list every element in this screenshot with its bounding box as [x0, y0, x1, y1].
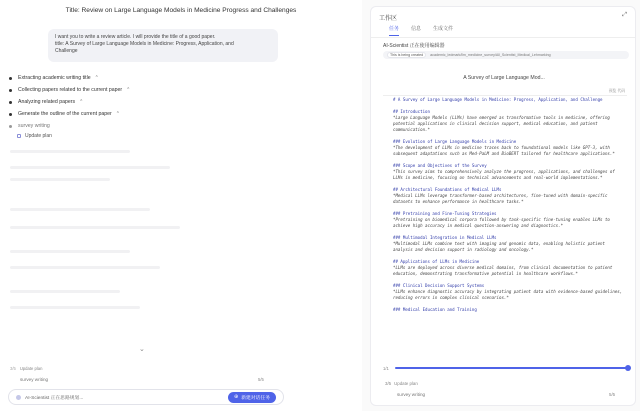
markdown-heading: ### Pretraining and Fine-Tuning Strategies: [393, 211, 497, 216]
slider-handle[interactable]: [625, 365, 631, 371]
placeholder-line: [10, 290, 120, 293]
divider: [383, 95, 627, 96]
mini-status-text: Update plan: [19, 366, 43, 371]
chevron-down-icon[interactable]: ⌃: [115, 111, 120, 117]
placeholder-line: [10, 208, 150, 211]
playback-slider[interactable]: [383, 364, 629, 372]
markdown-section: [393, 259, 625, 277]
workspace-tabs: [389, 25, 453, 36]
mini-current-step: survey writing: [397, 392, 426, 397]
user-prompt-bubble: [48, 29, 278, 62]
markdown-paragraph: *Pretraining on biomedical corpora followed by task-specific fine-tuning enables LLMs to achieve high accuracy in medical question-answering and diagnostics.*: [393, 217, 610, 228]
markdown-paragraph: *This survey aims to comprehensively analyze the progress, applications, and challenges of LLMs in medicine, focusing on technical advancements and real-world implementations.*: [393, 169, 615, 180]
ai-status-icon: [16, 395, 21, 400]
placeholder-line: [10, 226, 180, 229]
new-task-button[interactable]: [228, 392, 276, 403]
file-path-bar: [383, 51, 629, 59]
sub-task-update-plan[interactable]: [17, 133, 52, 139]
editor-status: AI-Scientist 正在使用编辑器: [383, 43, 445, 49]
view-toggle[interactable]: 预览 代码: [608, 89, 625, 93]
markdown-heading: ## Introduction: [393, 109, 430, 114]
divider: [371, 37, 636, 38]
markdown-heading: ### Medical Education and Training: [393, 307, 477, 312]
markdown-paragraph: *Large Language Models (LLMs) have emerged as transformative tools in medicine, offering potential applications in clinical decision support, medical education, and patient communication.*: [393, 115, 610, 132]
markdown-paragraph: *LLMs are deployed across diverse medical domains, from clinical documentation to patient education, demonstrating transformative potential in healthcare workflows.*: [393, 265, 613, 276]
file-path: academic_ledmark/llm_medicine_survey/All_Scientist_Medical_Lehmarking: [430, 53, 551, 57]
markdown-heading: ### Scope and Objectives of the Survey: [393, 163, 487, 168]
workspace-pane: [370, 6, 636, 406]
scroll-down-chevron-icon[interactable]: ⌄: [139, 346, 145, 353]
step-bullet-icon: [9, 77, 12, 80]
markdown-heading: # A Survey of Large Language Models in Medicine: Progress, Application, and Challenge: [393, 97, 603, 102]
step-bullet-icon: [9, 89, 12, 92]
step-label: Collecting papers related to the current paper: [18, 87, 123, 93]
step-bullet-icon: [9, 125, 12, 128]
plan-step[interactable]: [9, 108, 309, 120]
markdown-heading: ### Evolution of Large Language Models in Medicine: [393, 139, 517, 144]
prompt-line: I want you to write a review article. I will provide the title of a good paper.: [55, 34, 216, 40]
placeholder-line: [10, 178, 110, 181]
markdown-section: [393, 187, 625, 205]
plus-icon: ⊕: [234, 394, 239, 400]
plan-step[interactable]: [9, 84, 309, 96]
step-bullet-icon: [9, 113, 12, 116]
placeholder-line: [10, 150, 130, 153]
slider-label: 1/1: [383, 365, 389, 371]
markdown-paragraph: *The development of LLMs in medicine traces back to foundational models like GPT-3, with subsequent adaptations such as Med-PaLM and BioBERT tailored for healthcare applications.*: [393, 145, 615, 156]
step-label: Extracting academic writing title: [18, 75, 91, 81]
expand-icon[interactable]: ⤢: [622, 12, 627, 18]
markdown-heading: ### Multimodal Integration in Medical LLMs: [393, 235, 497, 240]
step-label: Generate the outline of the current paper: [18, 111, 112, 117]
plan-steps: [9, 72, 309, 132]
chevron-down-icon[interactable]: ⌃: [94, 75, 99, 81]
prompt-line: Challenge: [55, 48, 78, 54]
tab-task[interactable]: 任务: [389, 25, 399, 36]
markdown-paragraph: *Medical LLMs leverage transformer-based architectures, fine-tuned with domain-specific datasets to enhance performance in healthcare tasks.*: [393, 193, 608, 204]
markdown-paragraph: *Multimodal LLMs combine text with imaging and genomic data, enabling holistic patient analysis and decision support in radiology and oncology.*: [393, 241, 605, 252]
mini-status-count: 3/5: [10, 366, 16, 371]
mini-current-step: survey writing: [20, 377, 49, 382]
placeholder-line: [10, 306, 140, 309]
checkbox-icon: [17, 134, 21, 138]
conversation-title: Title: Review on Large Language Models in Medicine Progress and Challenges: [65, 7, 297, 14]
markdown-heading: ## Architectural Foundations of Medical LLMs: [393, 187, 502, 192]
ai-status-text: AI-Scientist 正在思路规划...: [25, 395, 84, 401]
step-bullet-icon: [9, 101, 12, 104]
placeholder-line: [10, 166, 170, 169]
tab-generated-files[interactable]: 生成文件: [433, 26, 454, 32]
mini-status-count: 3/5: [385, 381, 392, 386]
file-status-badge: This is being created: [387, 52, 426, 58]
document-title: A Survey of Large Language Mod...: [463, 75, 545, 81]
placeholder-line: [10, 266, 160, 269]
markdown-section: [393, 283, 625, 301]
sub-task-label: Update plan: [25, 133, 52, 139]
markdown-section: [393, 97, 625, 103]
prompt-line: title: A Survey of Large Language Models in Medicine: Progress, Application, and: [55, 41, 234, 47]
markdown-section: [393, 109, 625, 133]
step-label: survey writing: [18, 123, 50, 129]
plan-step-current[interactable]: [9, 120, 309, 132]
chat-input-bar[interactable]: [8, 389, 284, 405]
mini-step-counter: 5/5: [258, 377, 264, 382]
placeholder-line: [10, 250, 130, 253]
markdown-section: [393, 163, 625, 181]
markdown-section: [393, 235, 625, 253]
mini-status: [10, 366, 42, 371]
markdown-paragraph: *LLMs enhance diagnostic accuracy by integrating patient data with evidence-based guidelines, reducing errors in complex clinical scenarios.*: [393, 289, 623, 300]
workspace-title: 工作区: [379, 16, 398, 22]
mini-status: [385, 381, 418, 386]
markdown-heading: ### Clinical Decision Support Systems: [393, 283, 485, 288]
mini-status-text: Update plan: [394, 381, 418, 386]
markdown-editor[interactable]: [393, 97, 625, 319]
chevron-down-icon[interactable]: ⌃: [126, 87, 131, 93]
step-label: Analyzing related papers: [18, 99, 76, 105]
plan-step[interactable]: [9, 96, 309, 108]
slider-track[interactable]: [395, 367, 629, 369]
tab-info[interactable]: 信息: [411, 26, 422, 32]
plan-step[interactable]: [9, 72, 309, 84]
markdown-heading: ## Applications of LLMs in Medicine: [393, 259, 480, 264]
markdown-section: [393, 307, 625, 313]
markdown-section: [393, 211, 625, 229]
markdown-section: [393, 139, 625, 157]
new-task-label: 新建对话任务: [241, 395, 270, 401]
mini-step-counter: 5/5: [609, 392, 616, 397]
chevron-down-icon[interactable]: ⌃: [79, 99, 84, 105]
